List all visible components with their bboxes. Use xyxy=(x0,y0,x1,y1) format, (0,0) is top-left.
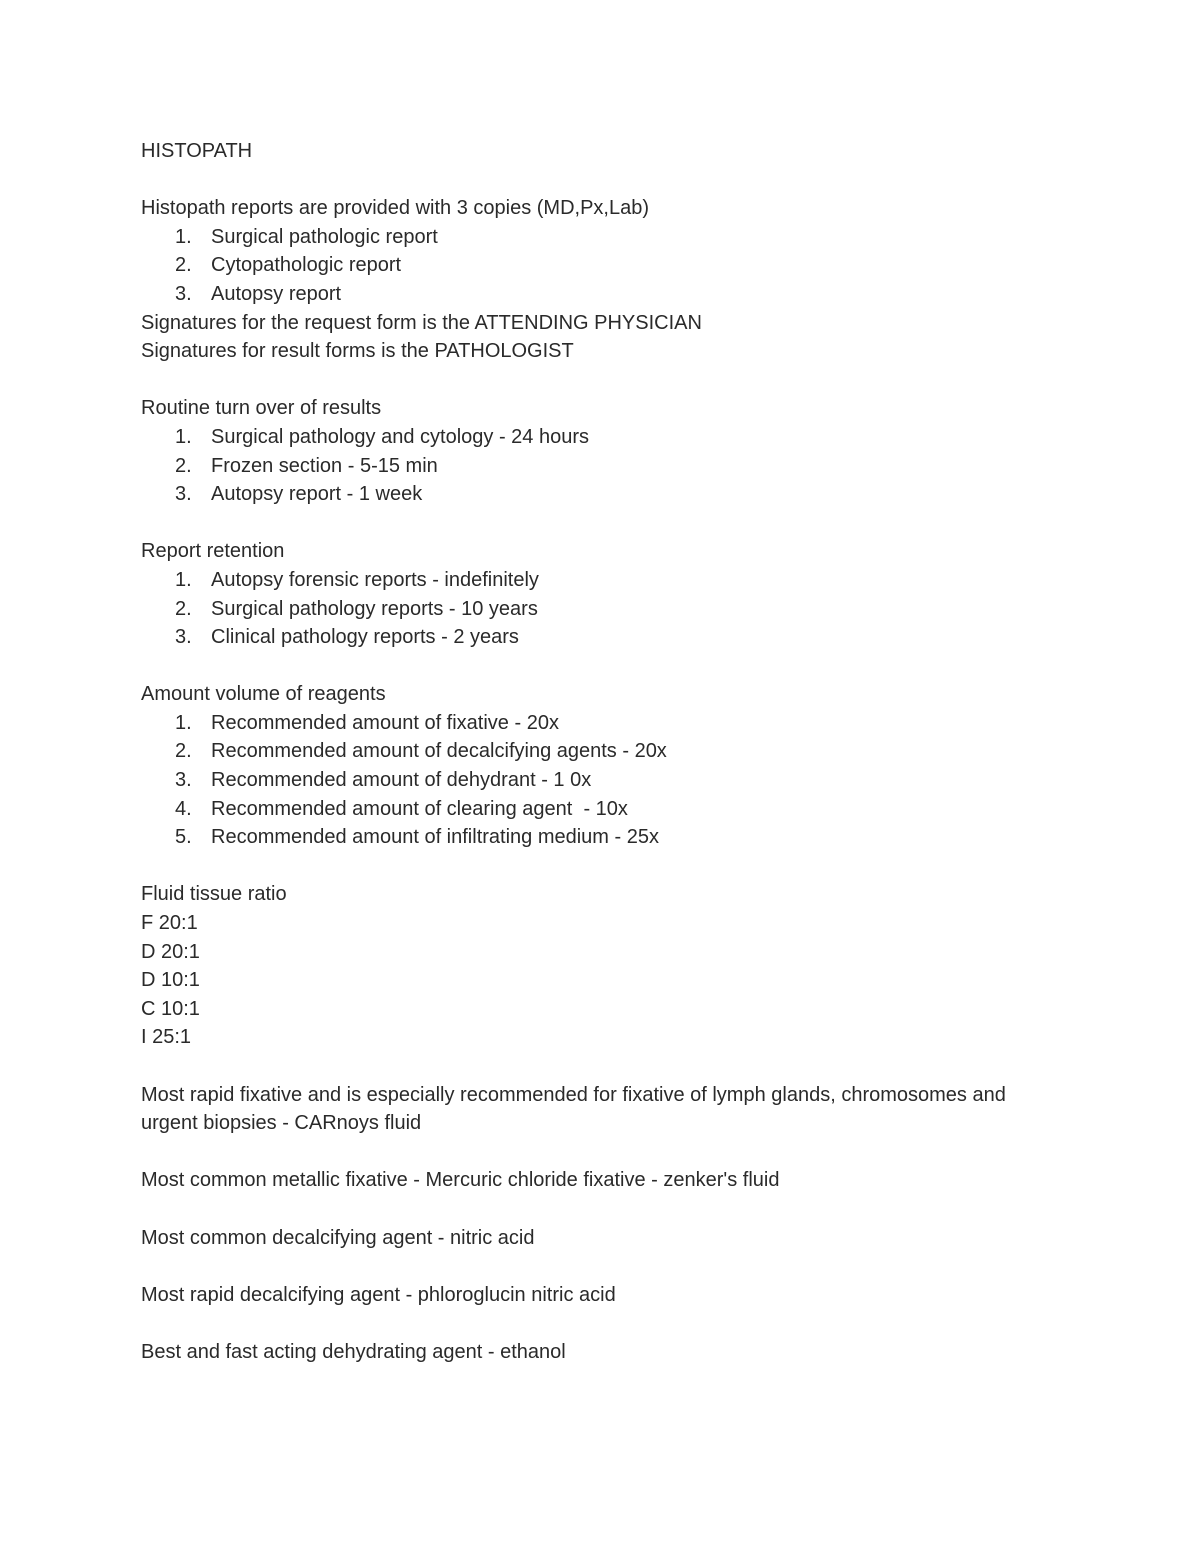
list-item: 1. Autopsy forensic reports - indefinitely xyxy=(175,568,539,591)
fact-carnoys: Most rapid fixative and is especially recommended for fixative of lymph glands, chromosomes and urgent biopsies - CARnoys fluid xyxy=(141,1083,1006,1135)
list-item: 2. Surgical pathology reports - 10 years xyxy=(175,597,538,620)
ratio-line: D 20:1 xyxy=(141,940,200,963)
spacer xyxy=(141,1138,1101,1167)
spacer xyxy=(141,166,1101,195)
signature-result-line: Signatures for result forms is the PATHOLOGIST xyxy=(141,340,574,363)
spacer xyxy=(141,509,1101,538)
list-item: 2. Frozen section - 5-15 min xyxy=(175,454,438,477)
spacer xyxy=(141,652,1101,681)
ratio-line: D 10:1 xyxy=(141,969,200,992)
list-item: 1. Surgical pathologic report xyxy=(175,225,438,248)
spacer xyxy=(141,366,1101,395)
reports-intro: Histopath reports are provided with 3 copies (MD,Px,Lab) xyxy=(141,197,650,220)
fact-metallic-fixative: Most common metallic fixative - Mercuric chloride fixative - zenker's fluid xyxy=(141,1169,780,1192)
spacer xyxy=(141,1052,1101,1081)
ratio-line: I 25:1 xyxy=(141,1026,192,1049)
spacer xyxy=(141,1195,1101,1224)
report-types-list xyxy=(141,223,1101,309)
list-item: 3. Clinical pathology reports - 2 years xyxy=(175,626,519,649)
ratio-line: F 20:1 xyxy=(141,912,198,935)
list-item: 3. Autopsy report xyxy=(175,282,342,305)
retention-list xyxy=(141,566,1101,652)
list-item: 1. Recommended amount of fixative - 20x xyxy=(175,711,559,734)
list-item: 3. Recommended amount of dehydrant - 1 0x xyxy=(175,769,592,792)
list-item: 5. Recommended amount of infiltrating medium - 25x xyxy=(175,826,659,849)
spacer xyxy=(141,1309,1101,1338)
list-item: 3. Autopsy report - 1 week xyxy=(175,483,423,506)
document-title: HISTOPATH xyxy=(141,140,253,162)
list-item: 2. Recommended amount of decalcifying agents - 20x xyxy=(175,740,667,763)
fact-decal-rapid: Most rapid decalcifying agent - phloroglucin nitric acid xyxy=(141,1283,616,1306)
ratio-line: C 10:1 xyxy=(141,997,200,1020)
reagents-list xyxy=(141,709,1101,852)
list-item: 1. Surgical pathology and cytology - 24 hours xyxy=(175,425,590,448)
fact-decal-common: Most common decalcifying agent - nitric acid xyxy=(141,1226,535,1249)
spacer xyxy=(141,1252,1101,1281)
signature-request-line: Signatures for the request form is the ATTENDING PHYSICIAN xyxy=(141,311,702,334)
spacer xyxy=(141,852,1101,881)
fact-dehydrating: Best and fast acting dehydrating agent - ethanol xyxy=(141,1340,566,1363)
list-item: 2. Cytopathologic report xyxy=(175,254,402,277)
turnover-list xyxy=(141,423,1101,509)
reagents-heading: Amount volume of reagents xyxy=(141,683,386,706)
retention-heading: Report retention xyxy=(141,540,285,563)
ratio-heading: Fluid tissue ratio xyxy=(141,883,287,906)
turnover-heading: Routine turn over of results xyxy=(141,397,382,420)
list-item: 4. Recommended amount of clearing agent - 10x xyxy=(175,797,628,820)
document-page xyxy=(141,137,1101,1367)
